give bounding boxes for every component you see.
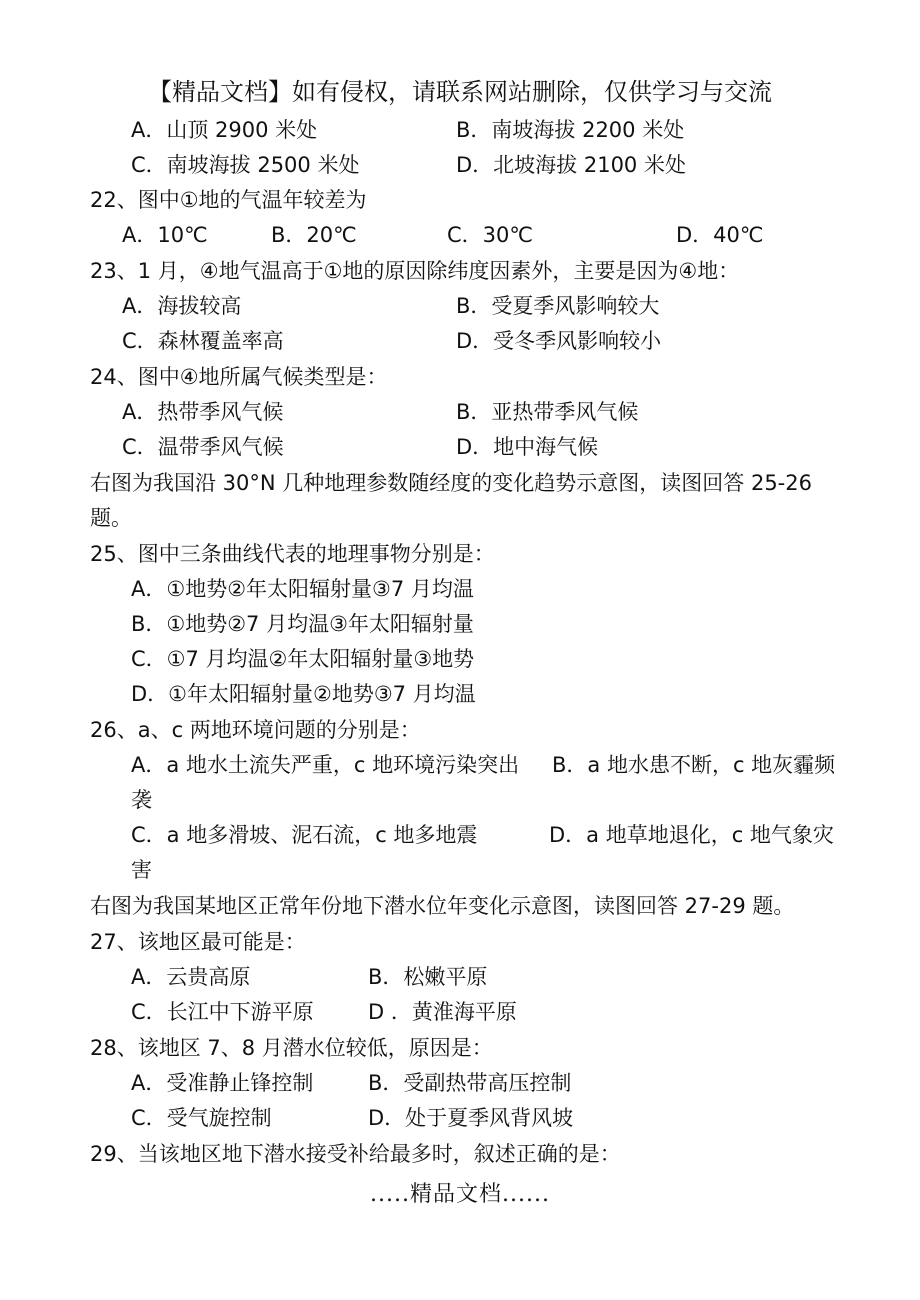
intro-27-29: 右图为我国某地区正常年份地下潜水位年变化示意图，读图回答 27-29 题。 bbox=[90, 894, 795, 918]
q22-option-d: D．40℃ bbox=[676, 223, 764, 247]
q25-option-d: D．①年太阳辐射量②地势③7 月均温 bbox=[131, 682, 476, 706]
q24-option-b: B．亚热带季风气候 bbox=[456, 400, 639, 424]
q25-option-a: A．①地势②年太阳辐射量③7 月均温 bbox=[131, 577, 474, 601]
q26-option-c: C．a 地多滑坡、泥石流，c 地多地震 bbox=[131, 823, 478, 847]
q21-option-d: D．北坡海拔 2100 米处 bbox=[456, 153, 686, 177]
q24-option-d: D．地中海气候 bbox=[456, 435, 599, 459]
q21-option-b: B．南坡海拔 2200 米处 bbox=[456, 118, 685, 142]
q28-option-a: A．受准静止锋控制 bbox=[131, 1071, 314, 1095]
q26-option-d-continued: 害 bbox=[131, 858, 152, 882]
q26-option-b: B．a 地水患不断，c 地灰霾频 bbox=[552, 753, 836, 777]
q27-option-a: A．云贵高原 bbox=[131, 965, 251, 989]
q26-option-d: D．a 地草地退化，c 地气象灾 bbox=[549, 823, 834, 847]
page-footer: .....精品文档...... bbox=[370, 1182, 550, 1207]
q24-option-c: C．温带季风气候 bbox=[122, 435, 284, 459]
q23-option-c: C．森林覆盖率高 bbox=[122, 329, 284, 353]
q27-option-c: C．长江中下游平原 bbox=[131, 1000, 314, 1024]
q24-option-a: A．热带季风气候 bbox=[122, 400, 284, 424]
q23-option-b: B．受夏季风影响较大 bbox=[456, 294, 660, 318]
q21-option-a: A．山顶 2900 米处 bbox=[131, 118, 318, 142]
q28-option-b: B．受副热带高压控制 bbox=[368, 1071, 572, 1095]
q24-stem: 24、图中④地所属气候类型是： bbox=[90, 365, 388, 389]
q26-option-b-continued: 袭 bbox=[131, 788, 152, 812]
q21-option-c: C．南坡海拔 2500 米处 bbox=[131, 153, 360, 177]
q23-option-a: A．海拔较高 bbox=[122, 294, 242, 318]
q22-option-b: B．20℃ bbox=[271, 223, 357, 247]
q26-option-a: A．a 地水土流失严重，c 地环境污染突出 bbox=[131, 753, 520, 777]
q22-option-c: C．30℃ bbox=[447, 223, 533, 247]
intro-25-26-line1: 右图为我国沿 30°N 几种地理参数随经度的变化趋势示意图，读图回答 25-26 bbox=[90, 471, 812, 495]
q23-option-d: D．受冬季风影响较小 bbox=[456, 329, 662, 353]
q27-option-d: D ．黄淮海平原 bbox=[368, 1000, 517, 1024]
q28-option-c: C．受气旋控制 bbox=[131, 1106, 272, 1130]
q29-stem: 29、当该地区地下潜水接受补给最多时，叙述正确的是： bbox=[90, 1142, 621, 1166]
q22-stem: 22、图中①地的气温年较差为 bbox=[90, 188, 367, 212]
q28-stem: 28、该地区 7、8 月潜水位较低，原因是： bbox=[90, 1036, 493, 1060]
intro-25-26-line2: 题。 bbox=[90, 506, 132, 530]
q27-option-b: B．松嫩平原 bbox=[368, 965, 488, 989]
q26-stem: 26、a、c 两地环境问题的分别是： bbox=[90, 718, 421, 742]
q22-option-a: A．10℃ bbox=[122, 223, 208, 247]
page-header: 【精品文档】如有侵权，请联系网站删除，仅供学习与交流 bbox=[148, 78, 772, 106]
q25-stem: 25、图中三条曲线代表的地理事物分别是： bbox=[90, 542, 495, 566]
q28-option-d: D．处于夏季风背风坡 bbox=[368, 1106, 574, 1130]
q25-option-c: C．①7 月均温②年太阳辐射量③地势 bbox=[131, 647, 475, 671]
q25-option-b: B．①地势②7 月均温③年太阳辐射量 bbox=[131, 612, 474, 636]
q27-stem: 27、该地区最可能是： bbox=[90, 930, 306, 954]
q23-stem: 23、1 月，④地气温高于①地的原因除纬度因素外，主要是因为④地： bbox=[90, 259, 740, 283]
